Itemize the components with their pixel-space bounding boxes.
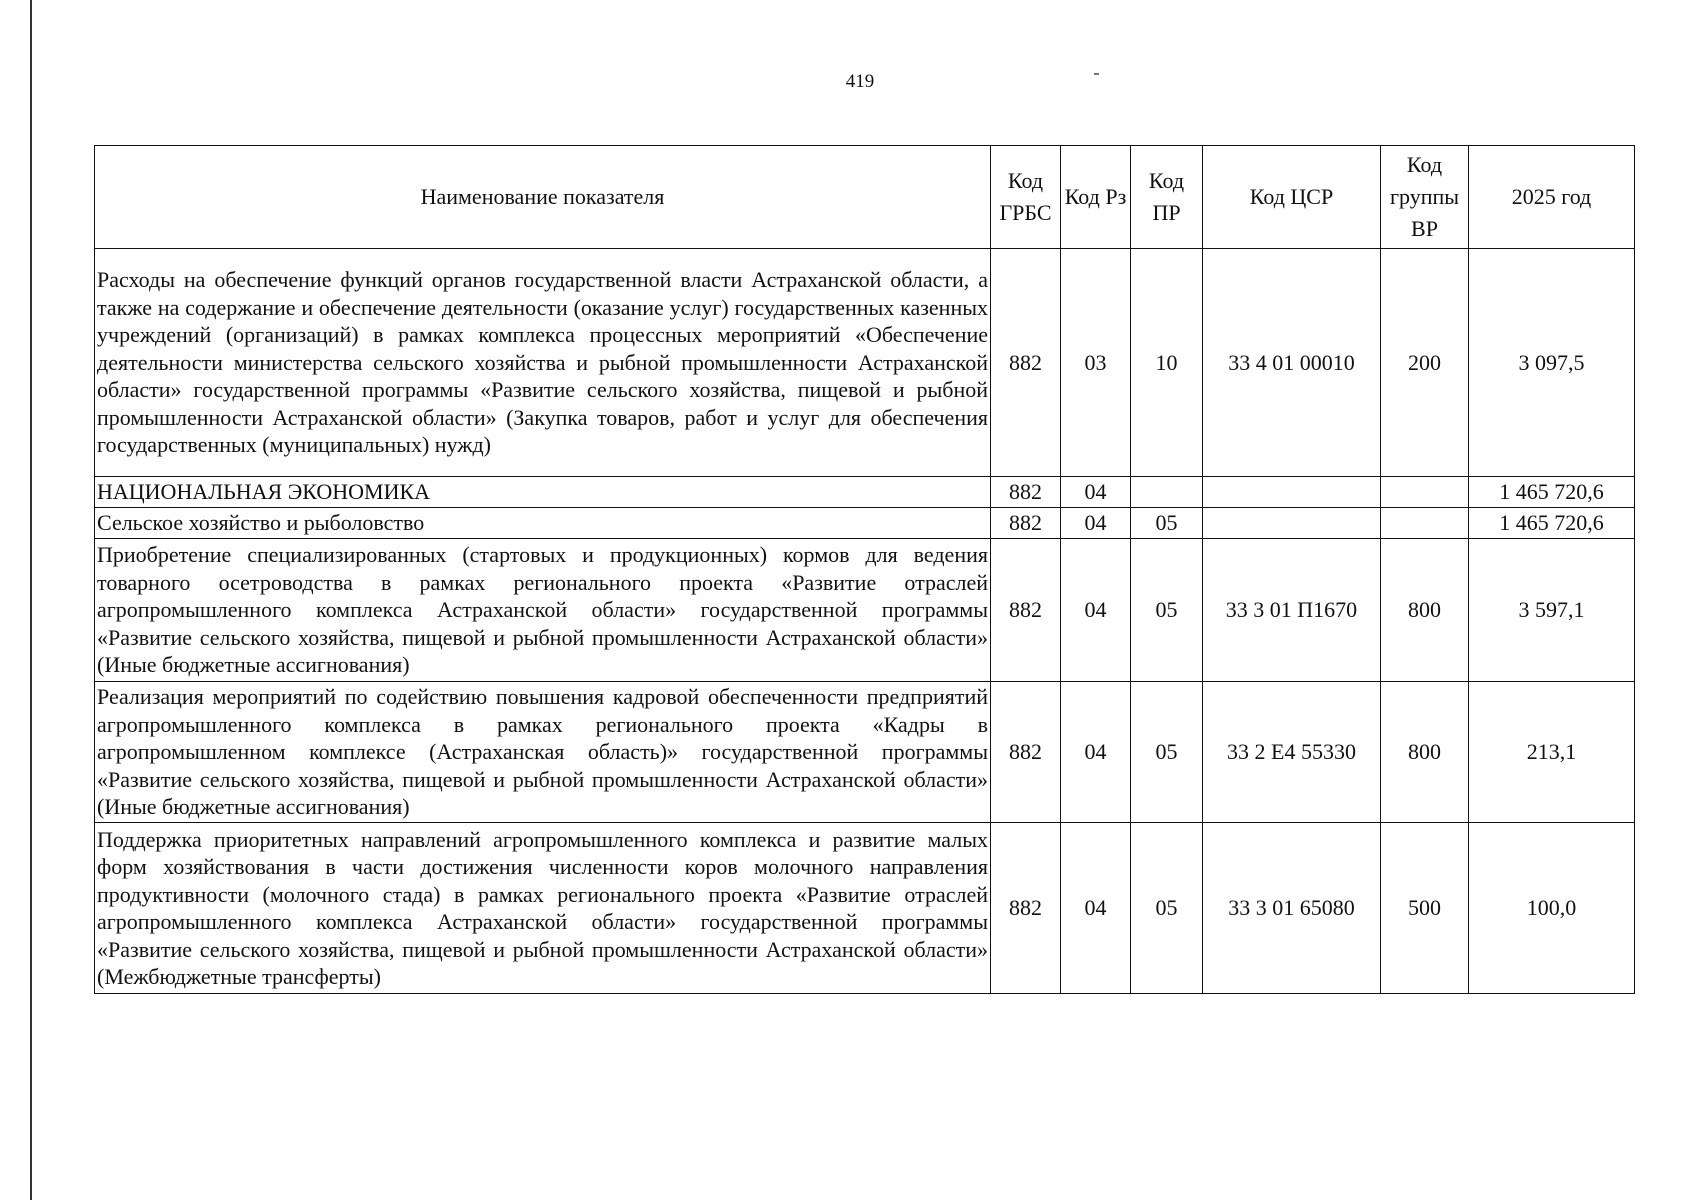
row-vr: 800 [1381,682,1469,823]
row-csr [1203,508,1381,539]
header-grbs: Код ГРБС [991,146,1061,249]
row-pr: 05 [1131,823,1203,994]
header-name: Наименование показателя [95,146,991,249]
row-pr: 05 [1131,682,1203,823]
table-row [95,682,1635,823]
row-rz: 03 [1061,249,1131,477]
row-vr [1381,477,1469,508]
row-name: Сельское хозяйство и рыболовство [95,508,991,539]
row-rz: 04 [1061,823,1131,994]
row-grbs: 882 [991,508,1061,539]
row-rz: 04 [1061,539,1131,682]
row-csr: 33 3 01 65080 [1203,823,1381,994]
header-rz: Код Рз [1061,146,1131,249]
row-csr: 33 2 E4 55330 [1203,682,1381,823]
row-pr: 05 [1131,539,1203,682]
row-pr [1131,477,1203,508]
row-rz: 04 [1061,508,1131,539]
table-row [95,539,1635,682]
row-pr: 10 [1131,249,1203,477]
table-row [95,477,1635,508]
row-name: Реализация мероприятий по содействию повышения кадровой обеспеченности предприятий агропромышленного комплекса в рамках регионального проекта «Кадры в агропромышленном комплексе (Астраханская область)» государственной программы «Развитие сельского хозяйства, пищевой и рыбной промышленности Астраханской области» (Иные бюджетные ассигнования) [95,682,991,823]
row-grbs: 882 [991,249,1061,477]
row-vr [1381,508,1469,539]
row-grbs: 882 [991,682,1061,823]
row-amount: 100,0 [1469,823,1635,994]
row-grbs: 882 [991,539,1061,682]
row-vr: 800 [1381,539,1469,682]
row-amount: 1 465 720,6 [1469,508,1635,539]
row-rz: 04 [1061,477,1131,508]
header-csr: Код ЦСР [1203,146,1381,249]
page-number: 419 [845,71,875,92]
header-pr: Код ПР [1131,146,1203,249]
table-header-row [95,146,1635,249]
table-row [95,508,1635,539]
scan-mark [1094,73,1099,75]
row-amount: 3 597,1 [1469,539,1635,682]
row-rz: 04 [1061,682,1131,823]
row-name: Приобретение специализированных (стартовых и продукционных) кормов для ведения товарного осетроводства в рамках регионального проекта «Развитие отраслей агропромышленного комплекса Астраханской области» государственной программы «Развитие сельского хозяйства, пищевой и рыбной промышленности Астраханской области» (Иные бюджетные ассигнования) [95,539,991,682]
row-csr: 33 4 01 00010 [1203,249,1381,477]
row-amount: 1 465 720,6 [1469,477,1635,508]
table-row [95,249,1635,477]
budget-table [94,145,1635,994]
table-row [95,823,1635,994]
binding-edge-line [30,0,32,1200]
row-amount: 213,1 [1469,682,1635,823]
row-grbs: 882 [991,477,1061,508]
row-vr: 200 [1381,249,1469,477]
row-name: Поддержка приоритетных направлений агропромышленного комплекса и развитие малых форм хозяйствования в части достижения численности коров молочного направления продуктивности (молочного стада) в рамках регионального проекта «Развитие отраслей агропромышленного комплекса Астраханской области» государственной программы «Развитие сельского хозяйства, пищевой и рыбной промышленности Астраханской области» (Межбюджетные трансферты) [95,823,991,994]
row-csr: 33 3 01 П1670 [1203,539,1381,682]
row-name: Расходы на обеспечение функций органов государственной власти Астраханской области, а также на содержание и обеспечение деятельности (оказание услуг) государственных казенных учреждений (организаций) в рамках комплекса процессных мероприятий «Обеспечение деятельности министерства сельского хозяйства и рыбной промышленности Астраханской области» государственной программы «Развитие сельского хозяйства, пищевой и рыбной промышленности Астраханской области» (Закупка товаров, работ и услуг для обеспечения государственных (муниципальных) нужд) [95,249,991,477]
row-vr: 500 [1381,823,1469,994]
row-name: НАЦИОНАЛЬНАЯ ЭКОНОМИКА [95,477,991,508]
row-csr [1203,477,1381,508]
header-vr: Код группы ВР [1381,146,1469,249]
row-amount: 3 097,5 [1469,249,1635,477]
header-year: 2025 год [1469,146,1635,249]
row-pr: 05 [1131,508,1203,539]
row-grbs: 882 [991,823,1061,994]
